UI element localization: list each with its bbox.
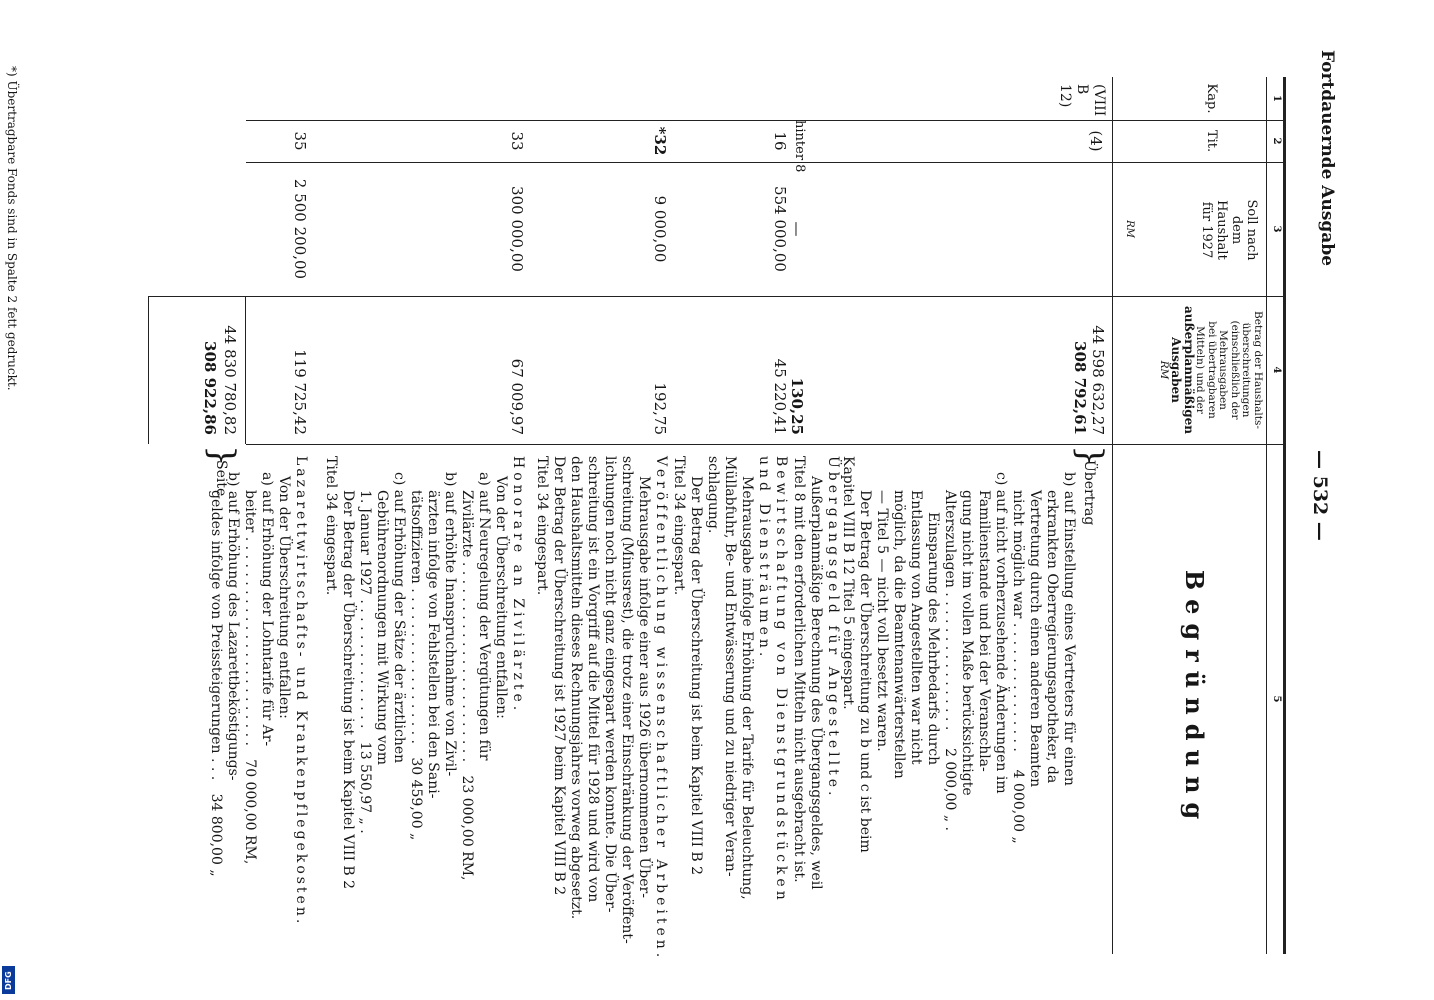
text-line: — Titel 5 — nicht voll besetzt waren. bbox=[874, 490, 890, 752]
section-lazarett bbox=[207, 456, 309, 946]
header-betrag-line: bei übertragbaren bbox=[1206, 321, 1218, 419]
header-soll: Soll nach dem Haushalt für 1927 bbox=[1199, 199, 1259, 261]
text-line: Titel 34 eingespart. bbox=[534, 456, 550, 596]
section-veroeffentlichung bbox=[533, 456, 669, 962]
text-line: Müllabfuhr, Be- und Entwässerung und zu niedriger Veran- bbox=[722, 456, 738, 877]
text-line: gung nicht im vollen Maße berücksichtigte bbox=[959, 490, 975, 796]
header-betrag-line: Mehrausgaben bbox=[1217, 330, 1230, 410]
section-heading: Übergangsgeld für Angestellte. bbox=[825, 456, 841, 800]
text-line: Kapitel VIII B 12 Titel 5 eingespart. bbox=[840, 456, 856, 710]
text-line: Vertretung durch einen anderen Beamten bbox=[1027, 490, 1043, 788]
section-heading: Veröffentlichung wissenschaftlicher Arbeiten. bbox=[653, 456, 669, 962]
text-line bbox=[207, 456, 224, 946]
text-line: Mehrausgabe infolge einer aus 1926 übernommenen Über- bbox=[636, 476, 652, 898]
item-text: tätsoffizieren . . . . . . . . . . . . . . . . . . bbox=[408, 490, 424, 744]
text-line: Der Betrag der Überschreitung ist beim Kapitel VIII B 2 bbox=[340, 490, 356, 890]
header-betrag-bold: Ausgaben bbox=[1169, 337, 1184, 403]
item-amount: 23 000,00 RM, bbox=[459, 775, 475, 881]
header-betrag-line: (einschließlich der bbox=[1229, 320, 1241, 420]
section-title: Fortdauernde Ausgabe bbox=[1317, 50, 1337, 267]
page-number: — 532 — bbox=[1309, 450, 1331, 541]
column-number-rule bbox=[1266, 77, 1267, 954]
text-line: ärzten infolge von Fehlstellen bei den Sani- bbox=[425, 490, 441, 799]
continuation-block bbox=[839, 456, 1077, 946]
text-line: b) auf Einstellung eines Vertreters für einen bbox=[1061, 472, 1077, 786]
row-soll: 554 000,00 bbox=[771, 186, 789, 272]
text-line: Von der Überschreitung entfallen: bbox=[493, 476, 509, 719]
header-bottom-rule bbox=[1112, 77, 1113, 954]
item-text: Zivilärzte . . . . . . . . . . . . . . . . . . . . . . . bbox=[459, 490, 475, 763]
table-top-rule bbox=[1283, 77, 1286, 954]
header-betrag-line: Mitteln) und der bbox=[1194, 326, 1207, 414]
row-tit: hinter 8 bbox=[792, 120, 807, 173]
header-betrag bbox=[1158, 296, 1264, 444]
item-amount: 13 550,97 „ . bbox=[357, 741, 373, 834]
item-amount: 34 800,00 „ bbox=[208, 793, 224, 877]
total-amount-2: 308 922,86 bbox=[201, 341, 219, 435]
total-label: Seite bbox=[213, 460, 229, 497]
row-soll: 2 500 200,00 bbox=[291, 178, 309, 280]
row-tit: 33 bbox=[508, 131, 526, 151]
row-tit: 16 bbox=[771, 131, 789, 151]
text-line: Von der Überschreitung entfallen: bbox=[276, 476, 292, 719]
header-begruendung: Begründung bbox=[1180, 569, 1209, 829]
item-text: geldes infolge von Preissteigerungen . . . bbox=[208, 490, 224, 781]
section-heading: Lazarettwirtschafts- und Krankenpflegekosten. bbox=[293, 456, 309, 927]
sum-box-left bbox=[149, 296, 246, 297]
section-bewirtschaftung bbox=[670, 456, 789, 946]
text-line bbox=[356, 456, 373, 946]
row-tit: *32 bbox=[651, 126, 669, 156]
col-number-3: 3 bbox=[1271, 225, 1282, 233]
text-line: b) auf erhöhte Inanspruchnahme von Zivil- bbox=[442, 472, 458, 777]
col-number-2: 2 bbox=[1271, 137, 1282, 145]
section-heading: Bewirtschaftung von Dienstgrundstücken und Diensträumen. bbox=[756, 456, 789, 904]
text-line: c) auf Erhöhung der Sätze der ärztlichen bbox=[391, 472, 407, 764]
section-honorare bbox=[322, 456, 526, 946]
section-uebergangsgeld bbox=[790, 456, 841, 946]
carry-amount-1: 44 598 632,27 bbox=[1089, 325, 1107, 435]
section-heading: Honorare an Zivilärzte. bbox=[510, 456, 526, 715]
text-line: Außerplanmäßige Berechnung des Übergangsgeldes, weil bbox=[808, 476, 824, 890]
header-tit: Tit. bbox=[1204, 129, 1219, 153]
item-amount: 30 459,00 „ bbox=[408, 757, 424, 841]
row-soll: 9 000,00 bbox=[651, 195, 669, 263]
row-betrag: 45 220,41 bbox=[771, 358, 789, 435]
text-line: Der Betrag der Überschreitung ist beim Kapitel VIII B 2 bbox=[688, 476, 704, 876]
col-number-1: 1 bbox=[1271, 95, 1282, 102]
text-line: Entlassung von Angestellten war nicht bbox=[908, 490, 924, 765]
text-line: b) auf Erhöhung des Lazarettbeköstigungs- bbox=[225, 472, 241, 781]
carry-amount-2: 308 792,61 bbox=[1071, 341, 1089, 435]
row-soll: 300 000,00 bbox=[508, 186, 526, 272]
item-amount: 70 000,00 RM, bbox=[242, 759, 258, 865]
carry-tit: (4) bbox=[1087, 130, 1105, 152]
text-line: Alterszulagen . . . . . . . . . . . . . . . . 2 000,00 „ . bbox=[942, 490, 958, 832]
text-line: den Haushaltsmitteln dieses Rechnungsjahres vorweg abgesetzt. bbox=[568, 456, 584, 920]
header-betrag-bold: außerplanmäßigen bbox=[1182, 306, 1196, 434]
footnote: *) Übertragbare Fonds sind in Spalte 2 fett gedruckt. bbox=[5, 66, 19, 391]
row-betrag: 67 009,97 bbox=[508, 358, 526, 435]
sum-rule-1 bbox=[245, 296, 246, 444]
text-line: Titel 34 eingespart. bbox=[671, 456, 687, 596]
sum-rule-2 bbox=[148, 296, 149, 444]
text-line: Der Betrag der Überschreitung zu b und c ist beim bbox=[857, 490, 873, 853]
carry-label: Übertrag bbox=[1081, 460, 1097, 526]
total-amount-1: 44 830 780,82 bbox=[221, 325, 239, 435]
col-number-5: 5 bbox=[1271, 695, 1282, 703]
text-line: Titel 8 mit den erforderlichen Mitteln nicht ausgebracht ist. bbox=[791, 456, 807, 883]
text-line bbox=[407, 456, 424, 946]
text-line: Mehrausgabe infolge Erhöhung der Tarife für Beleuchtung, bbox=[739, 476, 755, 900]
col-divider-1 bbox=[246, 120, 1286, 121]
row-betrag: 192,75 bbox=[651, 382, 669, 435]
dfg-logo-text: DFG bbox=[4, 971, 13, 990]
row-betrag: 119 725,42 bbox=[291, 349, 309, 435]
dfg-logo bbox=[2, 966, 15, 994]
text-line: schreitung ist ein Vorgriff auf die Mittel für 1928 und wird von bbox=[585, 456, 601, 903]
total-brace: } bbox=[202, 445, 242, 467]
header-betrag-line: überschreitungen bbox=[1240, 322, 1253, 418]
text-line: Der Betrag der Überschreitung ist 1927 beim Kapitel VIII B 2 bbox=[551, 456, 567, 896]
item-text: beiter . . . . . . . . . . . . . . . . . . . . . . . . bbox=[242, 490, 258, 746]
text-line: Familienstande und bei der Veranschla- bbox=[976, 490, 992, 772]
text-line: Einsparung des Mehrbedarfs durch bbox=[925, 512, 941, 766]
carry-kap: (VIII B 12) bbox=[1057, 84, 1107, 117]
text-line: schreitung (Minusrest), die trotz einer Einschränkung der Veröffent- bbox=[619, 456, 635, 944]
item-text: 1. Januar 1927 . . . . . . . . . . . . . . . bbox=[357, 490, 373, 729]
header-betrag-unit: RM bbox=[1158, 360, 1170, 380]
row-betrag: 130,25 bbox=[788, 377, 806, 435]
text-line: c) auf nicht vorherzusehende Änderungen im bbox=[993, 472, 1009, 794]
col-number-4: 4 bbox=[1271, 366, 1282, 374]
row-soll: — bbox=[788, 221, 806, 237]
header-kap: Kap. bbox=[1204, 83, 1219, 114]
header-betrag-line: Betrag der Haushalts- bbox=[1252, 311, 1264, 429]
text-line: Gebührenordnungen mit Wirkung vom bbox=[374, 490, 390, 765]
text-line: erkrankten Oberregierungsapotheker, da bbox=[1044, 490, 1060, 784]
carry-brace: } bbox=[1070, 445, 1110, 467]
text-line: Titel 34 eingespart. bbox=[323, 456, 339, 596]
header-soll-unit: RM bbox=[1124, 220, 1135, 238]
text-line: schlagung. bbox=[705, 456, 721, 534]
col-divider-4 bbox=[246, 444, 1286, 445]
text-line: lichungen noch nicht ganz eingespart werden konnte. Die Über- bbox=[602, 456, 618, 913]
text-line bbox=[458, 456, 475, 946]
row-tit: 35 bbox=[291, 131, 309, 151]
text-line: möglich, da die Beamtenanwärterstellen bbox=[891, 490, 907, 779]
text-line: nicht möglich war . . . . . . . . . . . . . . . 4 000,00 „ bbox=[1010, 490, 1026, 844]
col-divider-3 bbox=[246, 296, 1286, 297]
text-line bbox=[241, 456, 258, 946]
text-line: a) auf Erhöhung der Lohntarife für Ar- bbox=[259, 472, 275, 747]
text-line: a) auf Neuregelung der Vergütungen für bbox=[476, 472, 492, 761]
